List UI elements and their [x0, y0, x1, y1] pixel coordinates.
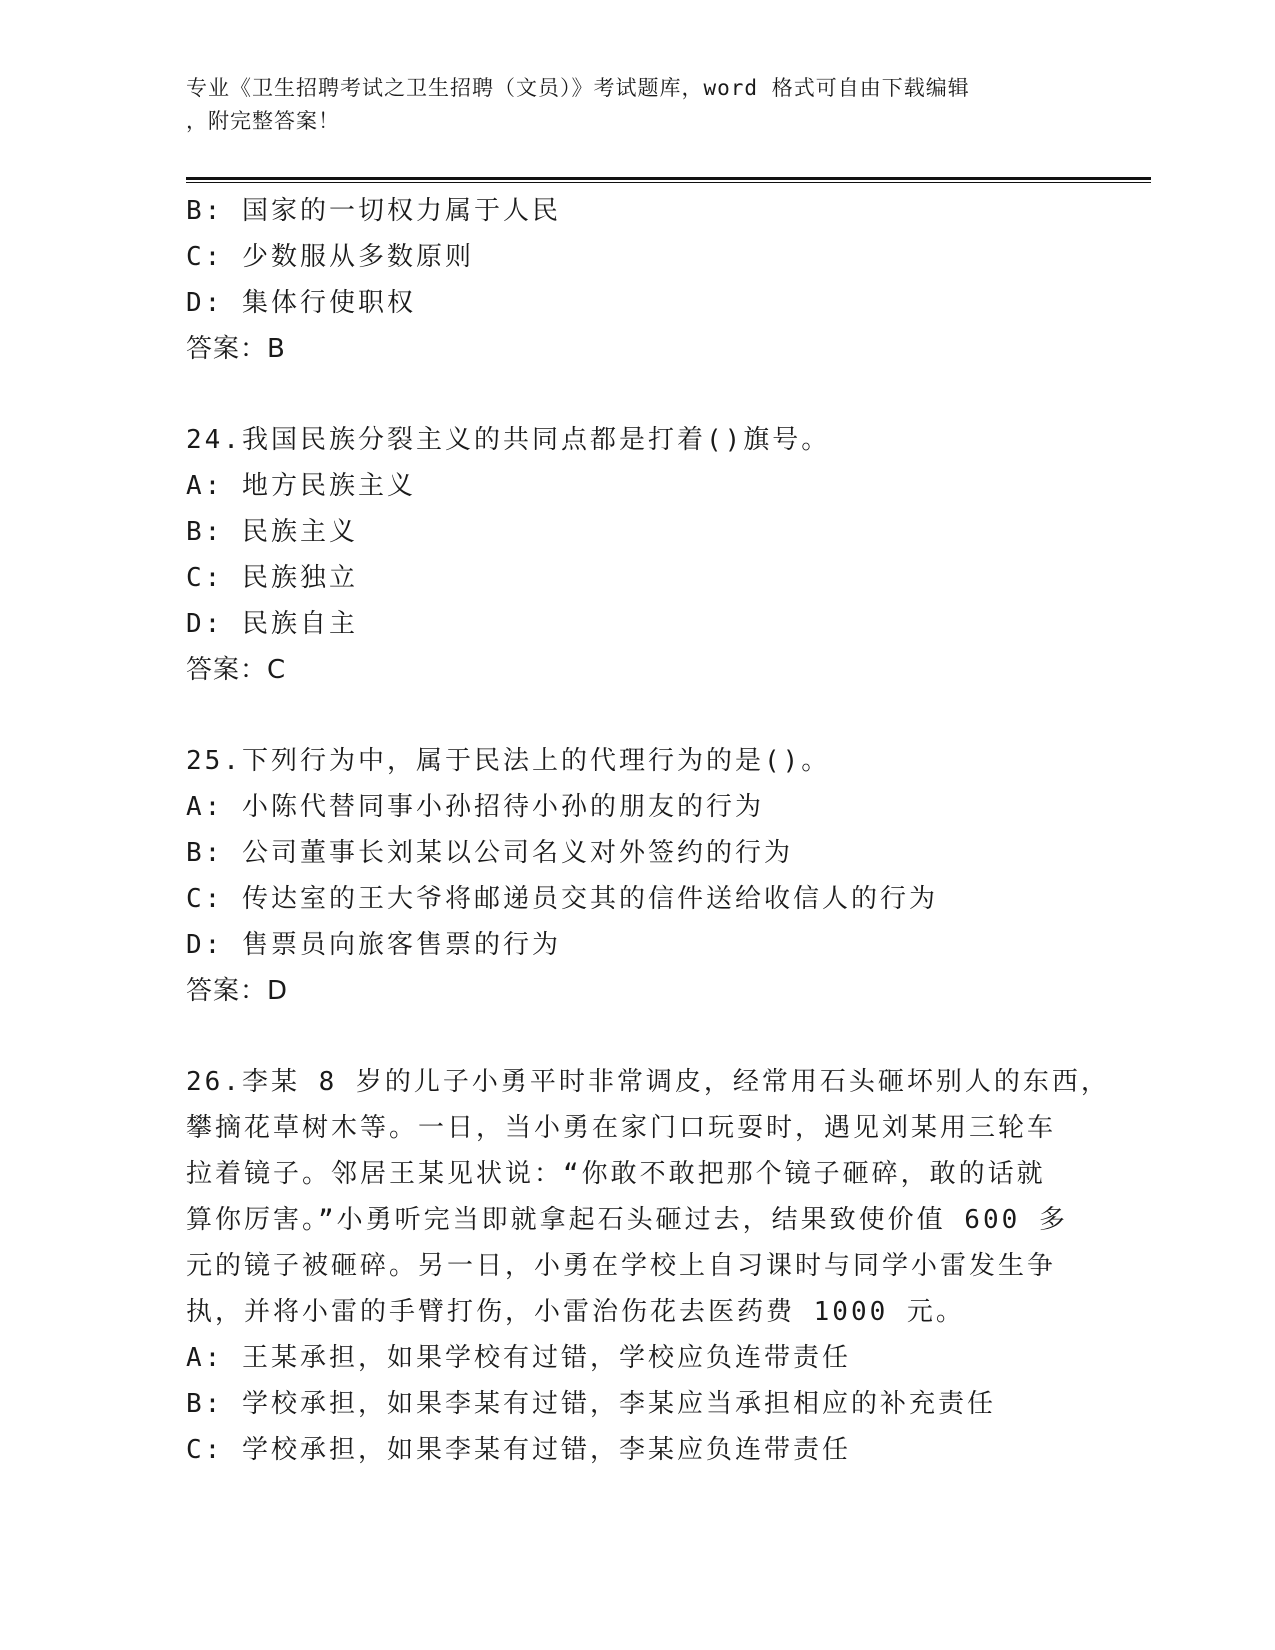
- answer-line: 答案：B: [186, 334, 286, 364]
- answer-line: 答案：D: [186, 976, 289, 1006]
- question-stem-line-1: 26.李某 8 岁的儿子小勇平时非常调皮，经常用石头砸坏别人的东西，: [186, 1067, 1110, 1097]
- question-stem: 25.下列行为中，属于民法上的代理行为的是()。: [186, 746, 831, 776]
- question-stem-line-5: 元的镜子被砸碎。另一日，小勇在学校上自习课时与同学小雷发生争: [186, 1251, 1057, 1281]
- question-stem-line-3: 拉着镜子。邻居王某见状说：“你敢不敢把那个镜子砸碎，敢的话就: [186, 1159, 1046, 1189]
- option-c: C: 学校承担，如果李某有过错，李某应负连带责任: [186, 1435, 851, 1465]
- option-b: B: 学校承担，如果李某有过错，李某应当承担相应的补充责任: [186, 1389, 996, 1419]
- question-26: [186, 1059, 1110, 1473]
- header-line-2: ，附完整答案！: [186, 109, 340, 133]
- question-content: [186, 188, 1110, 1473]
- page-header: [186, 72, 1086, 138]
- option-b: B: 民族主义: [186, 517, 358, 547]
- header-rule-thick: [186, 177, 1151, 180]
- option-a: A: 地方民族主义: [186, 471, 416, 501]
- option-a: A: 小陈代替同事小孙招待小孙的朋友的行为: [186, 792, 764, 822]
- option-d: D: 集体行使职权: [186, 288, 416, 318]
- option-d: D: 售票员向旅客售票的行为: [186, 930, 561, 960]
- question-stem-line-4: 算你厉害。”小勇听完当即就拿起石头砸过去，结果致使价值 600 多: [186, 1205, 1068, 1235]
- option-b: B: 国家的一切权力属于人民: [186, 196, 561, 226]
- answer-line: 答案：C: [186, 655, 287, 685]
- question-24: [186, 417, 1086, 693]
- option-b: B: 公司董事长刘某以公司名义对外签约的行为: [186, 838, 793, 868]
- question-stem-line-6: 执，并将小雷的手臂打伤，小雷治伤花去医药费 1000 元。: [186, 1297, 965, 1327]
- option-d: D: 民族自主: [186, 609, 358, 639]
- question-stem-line-2: 攀摘花草树木等。一日，当小勇在家门口玩耍时，遇见刘某用三轮车: [186, 1113, 1057, 1143]
- header-line-1: 专业《卫生招聘考试之卫生招聘（文员）》考试题库，word 格式可自由下载编辑: [186, 76, 970, 100]
- header-rule-thin: [186, 182, 1151, 183]
- question-25: [186, 738, 1086, 1014]
- question-23-fragment: [186, 188, 1086, 372]
- question-stem: 24.我国民族分裂主义的共同点都是打着()旗号。: [186, 425, 831, 455]
- spacer: [186, 372, 1086, 417]
- spacer: [186, 1014, 1086, 1059]
- option-c: C: 少数服从多数原则: [186, 242, 474, 272]
- spacer: [186, 693, 1086, 738]
- option-c: C: 传达室的王大爷将邮递员交其的信件送给收信人的行为: [186, 884, 938, 914]
- option-a: A: 王某承担，如果学校有过错，学校应负连带责任: [186, 1343, 851, 1373]
- option-c: C: 民族独立: [186, 563, 358, 593]
